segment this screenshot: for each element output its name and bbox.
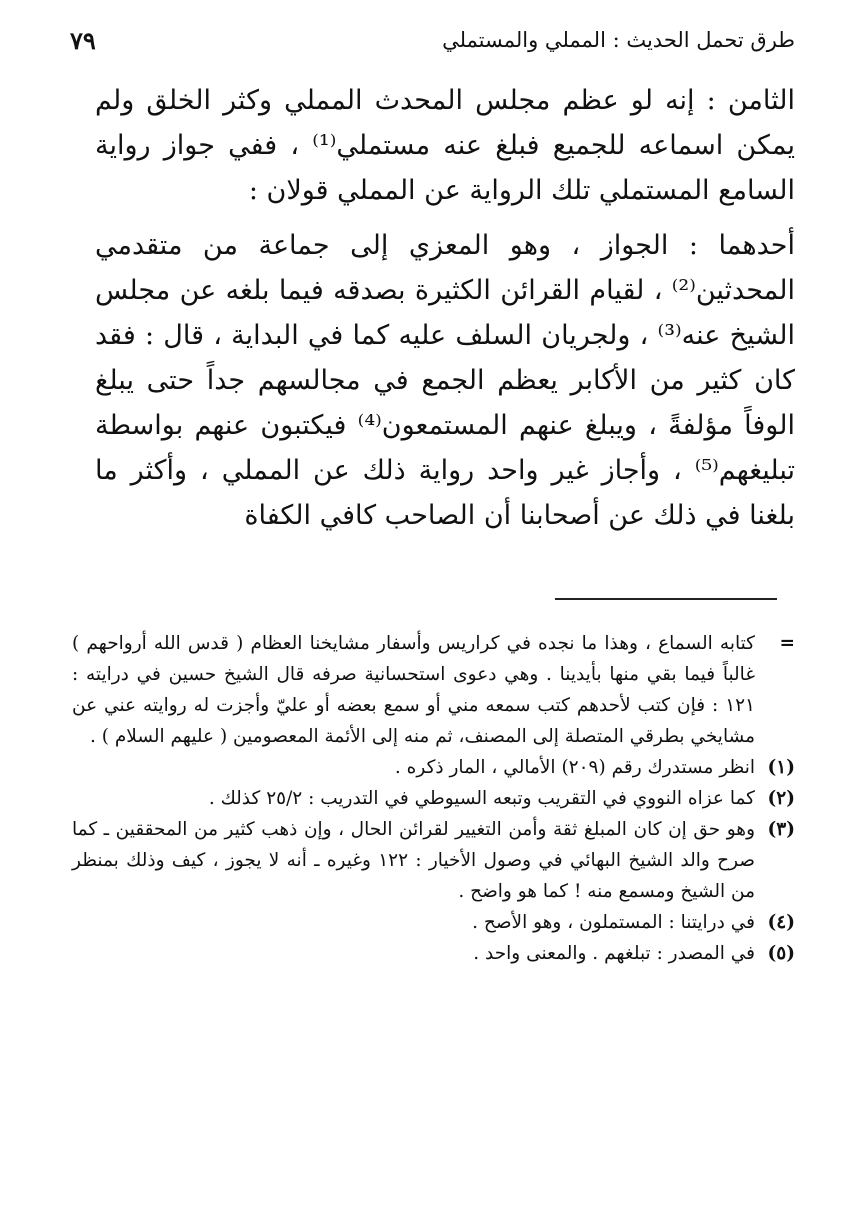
footnote-3 bbox=[72, 814, 795, 907]
main-text bbox=[95, 78, 795, 548]
footnote-text: في المصدر : تبلغهم . والمعنى واحد . bbox=[473, 943, 755, 964]
page-header bbox=[70, 22, 795, 62]
footnote-marker: (٤) bbox=[767, 912, 795, 933]
footnote-text: كتابه السماع ، وهذا ما نجده في كراريس وأسفار مشايخنا العظام ( قدس الله أرواحهم ) غالباً فيما بقي منها بأيدينا . وهي دعوى استحسانية صرفه قال الشيخ حسين في درايته : ١٢١ : فإن كتب لأحدهم كتب سمعه مني أو سمع بعضه أو عليّ وأجزت له روايته عني عن مشايخي بطرقي المتصلة إلى المصنف، ثم منه إلى الأئمة المعصومين ( عليهم السلام ) . bbox=[72, 633, 755, 747]
footnote-marker: (٣) bbox=[767, 819, 795, 840]
footnote-marker: (٢) bbox=[767, 788, 795, 809]
paragraph-1: الثامن : إنه لو عظم مجلس المحدث المملي وكثر الخلق ولم يمكن اسماعه للجميع فبلغ عنه مستملي⁽¹⁾ ، ففي جواز رواية السامع المستملي تلك الرواية عن المملي قولان : bbox=[95, 85, 795, 206]
footnote-text: وهو حق إن كان المبلغ ثقة وأمن التغيير لقرائن الحال ، وإن ذهب كثير من المحققين ـ كما صرح والد الشيخ البهائي في وصول الأخيار : ١٢٢ وغيره ـ أنه لا يجوز ، كيف وذلك بمنظر من الشيخ ومسمع منه ! كما هو واضح . bbox=[72, 819, 756, 902]
footnote-marker: (١) bbox=[767, 757, 795, 778]
footnote-text: انظر مستدرك رقم (٢٠٩) الأمالي ، المار ذكره . bbox=[394, 757, 755, 778]
footnote-text: في درايتنا : المستملون ، وهو الأصح . bbox=[472, 912, 755, 933]
footnote-1 bbox=[72, 752, 795, 783]
footnote-2 bbox=[72, 783, 795, 814]
footnote-4 bbox=[72, 907, 795, 938]
paragraph-2: أحدهما : الجواز ، وهو المعزي إلى جماعة من متقدمي المحدثين⁽²⁾ ، لقيام القرائن الكثيرة بصدقه فيما بلغه عن مجلس الشيخ عنه⁽³⁾ ، ولجريان السلف عليه كما في البداية ، قال : فقد كان كثير من الأكابر يعظم الجمع في مجالسهم جداً حتى يبلغ الوفاً مؤلفةً ، ويبلغ عنهم المستمعون⁽⁴⁾ فيكتبون عنهم بواسطة تبليغهم⁽⁵⁾ ، وأجاز غير واحد رواية ذلك عن المملي ، وأكثر ما بلغنا في ذلك عن أصحابنا أن الصاحب كافي الكفاة bbox=[95, 230, 796, 531]
footnote-5 bbox=[72, 938, 795, 969]
running-title: طرق تحمل الحديث : المملي والمستملي bbox=[442, 28, 795, 52]
footnote-text: كما عزاه النووي في التقريب وتبعه السيوطي في التدريب : ٢٥/٢ كذلك . bbox=[208, 788, 755, 809]
footnote-marker: (٥) bbox=[767, 943, 795, 964]
footnote-marker: = bbox=[779, 633, 795, 654]
footnote-continued bbox=[72, 628, 795, 752]
footnote-separator bbox=[555, 598, 777, 600]
footnotes bbox=[72, 628, 795, 969]
page-number: ٧٩ bbox=[70, 26, 96, 55]
